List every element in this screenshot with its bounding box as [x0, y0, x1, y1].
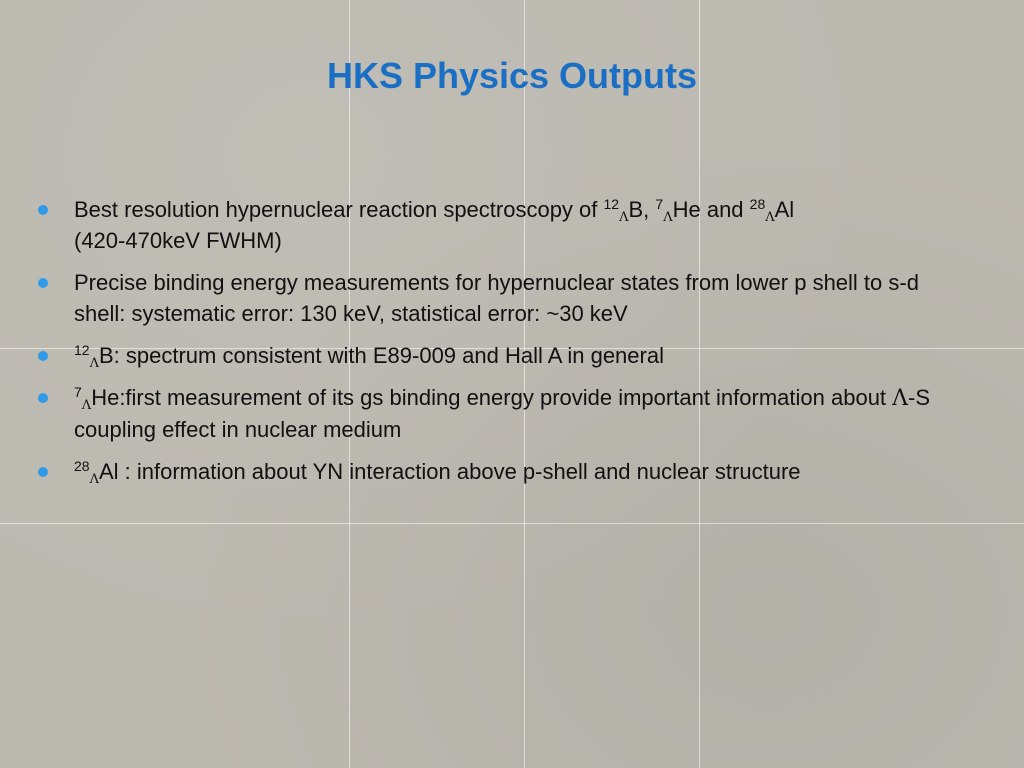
bullet-text: : information about YN interaction above p-shell and nuclear structure	[118, 459, 801, 484]
lambda-subscript: Λ	[89, 472, 99, 487]
bullet-item	[36, 382, 976, 445]
bullet-list	[36, 194, 976, 498]
bullet-dot-icon	[38, 393, 48, 403]
isotope-symbol: He	[91, 385, 120, 410]
isotope-mass: 28	[749, 196, 766, 212]
bullet-dot-icon	[38, 205, 48, 215]
bullet-dot-icon	[38, 351, 48, 361]
isotope-mass: 28	[74, 458, 90, 474]
isotope-mass: 7	[655, 196, 664, 212]
bullet-item	[36, 340, 976, 371]
isotope-mass: 7	[74, 384, 82, 400]
lambda-subscript: Λ	[765, 210, 775, 225]
isotope-symbol: He	[672, 197, 701, 222]
bullet-text: : spectrum consistent with E89-009 and Hall A in general	[113, 343, 664, 368]
isotope-symbol: Al	[98, 459, 119, 484]
isotope-symbol: B	[628, 197, 644, 222]
bullet-text: and	[700, 197, 750, 222]
lambda-symbol: Λ	[892, 386, 909, 411]
grid-line	[0, 523, 1024, 524]
lambda-subscript: Λ	[619, 210, 629, 225]
slide-title: HKS Physics Outputs	[326, 55, 698, 96]
isotope-mass: 12	[74, 342, 90, 358]
bullet-item	[36, 456, 976, 487]
isotope-symbol: B	[98, 343, 114, 368]
bullet-text: ,	[643, 197, 656, 222]
bullet-text: Best resolution hypernuclear reaction spectroscopy of	[74, 197, 604, 222]
lambda-subscript: Λ	[663, 210, 673, 225]
isotope-symbol: Al	[774, 197, 795, 222]
bullet-item	[36, 194, 976, 256]
bullet-dot-icon	[38, 467, 48, 477]
bullet-text: (420-470keV FWHM)	[74, 228, 282, 253]
lambda-subscript: Λ	[89, 356, 99, 371]
bullet-text: Precise binding energy measurements for hypernuclear states from lower p shell to s-d shell: systematic error: 130 keV, statistical error: ~30 keV	[74, 270, 919, 326]
bullet-dot-icon	[38, 278, 48, 288]
bullet-text: :first measurement of its gs binding energy provide important information about	[119, 385, 893, 410]
lambda-subscript: Λ	[81, 398, 92, 413]
bullet-text: -S coupling effect in nuclear medium	[74, 385, 931, 442]
bullet-item	[36, 267, 976, 329]
isotope-mass: 12	[603, 196, 620, 212]
